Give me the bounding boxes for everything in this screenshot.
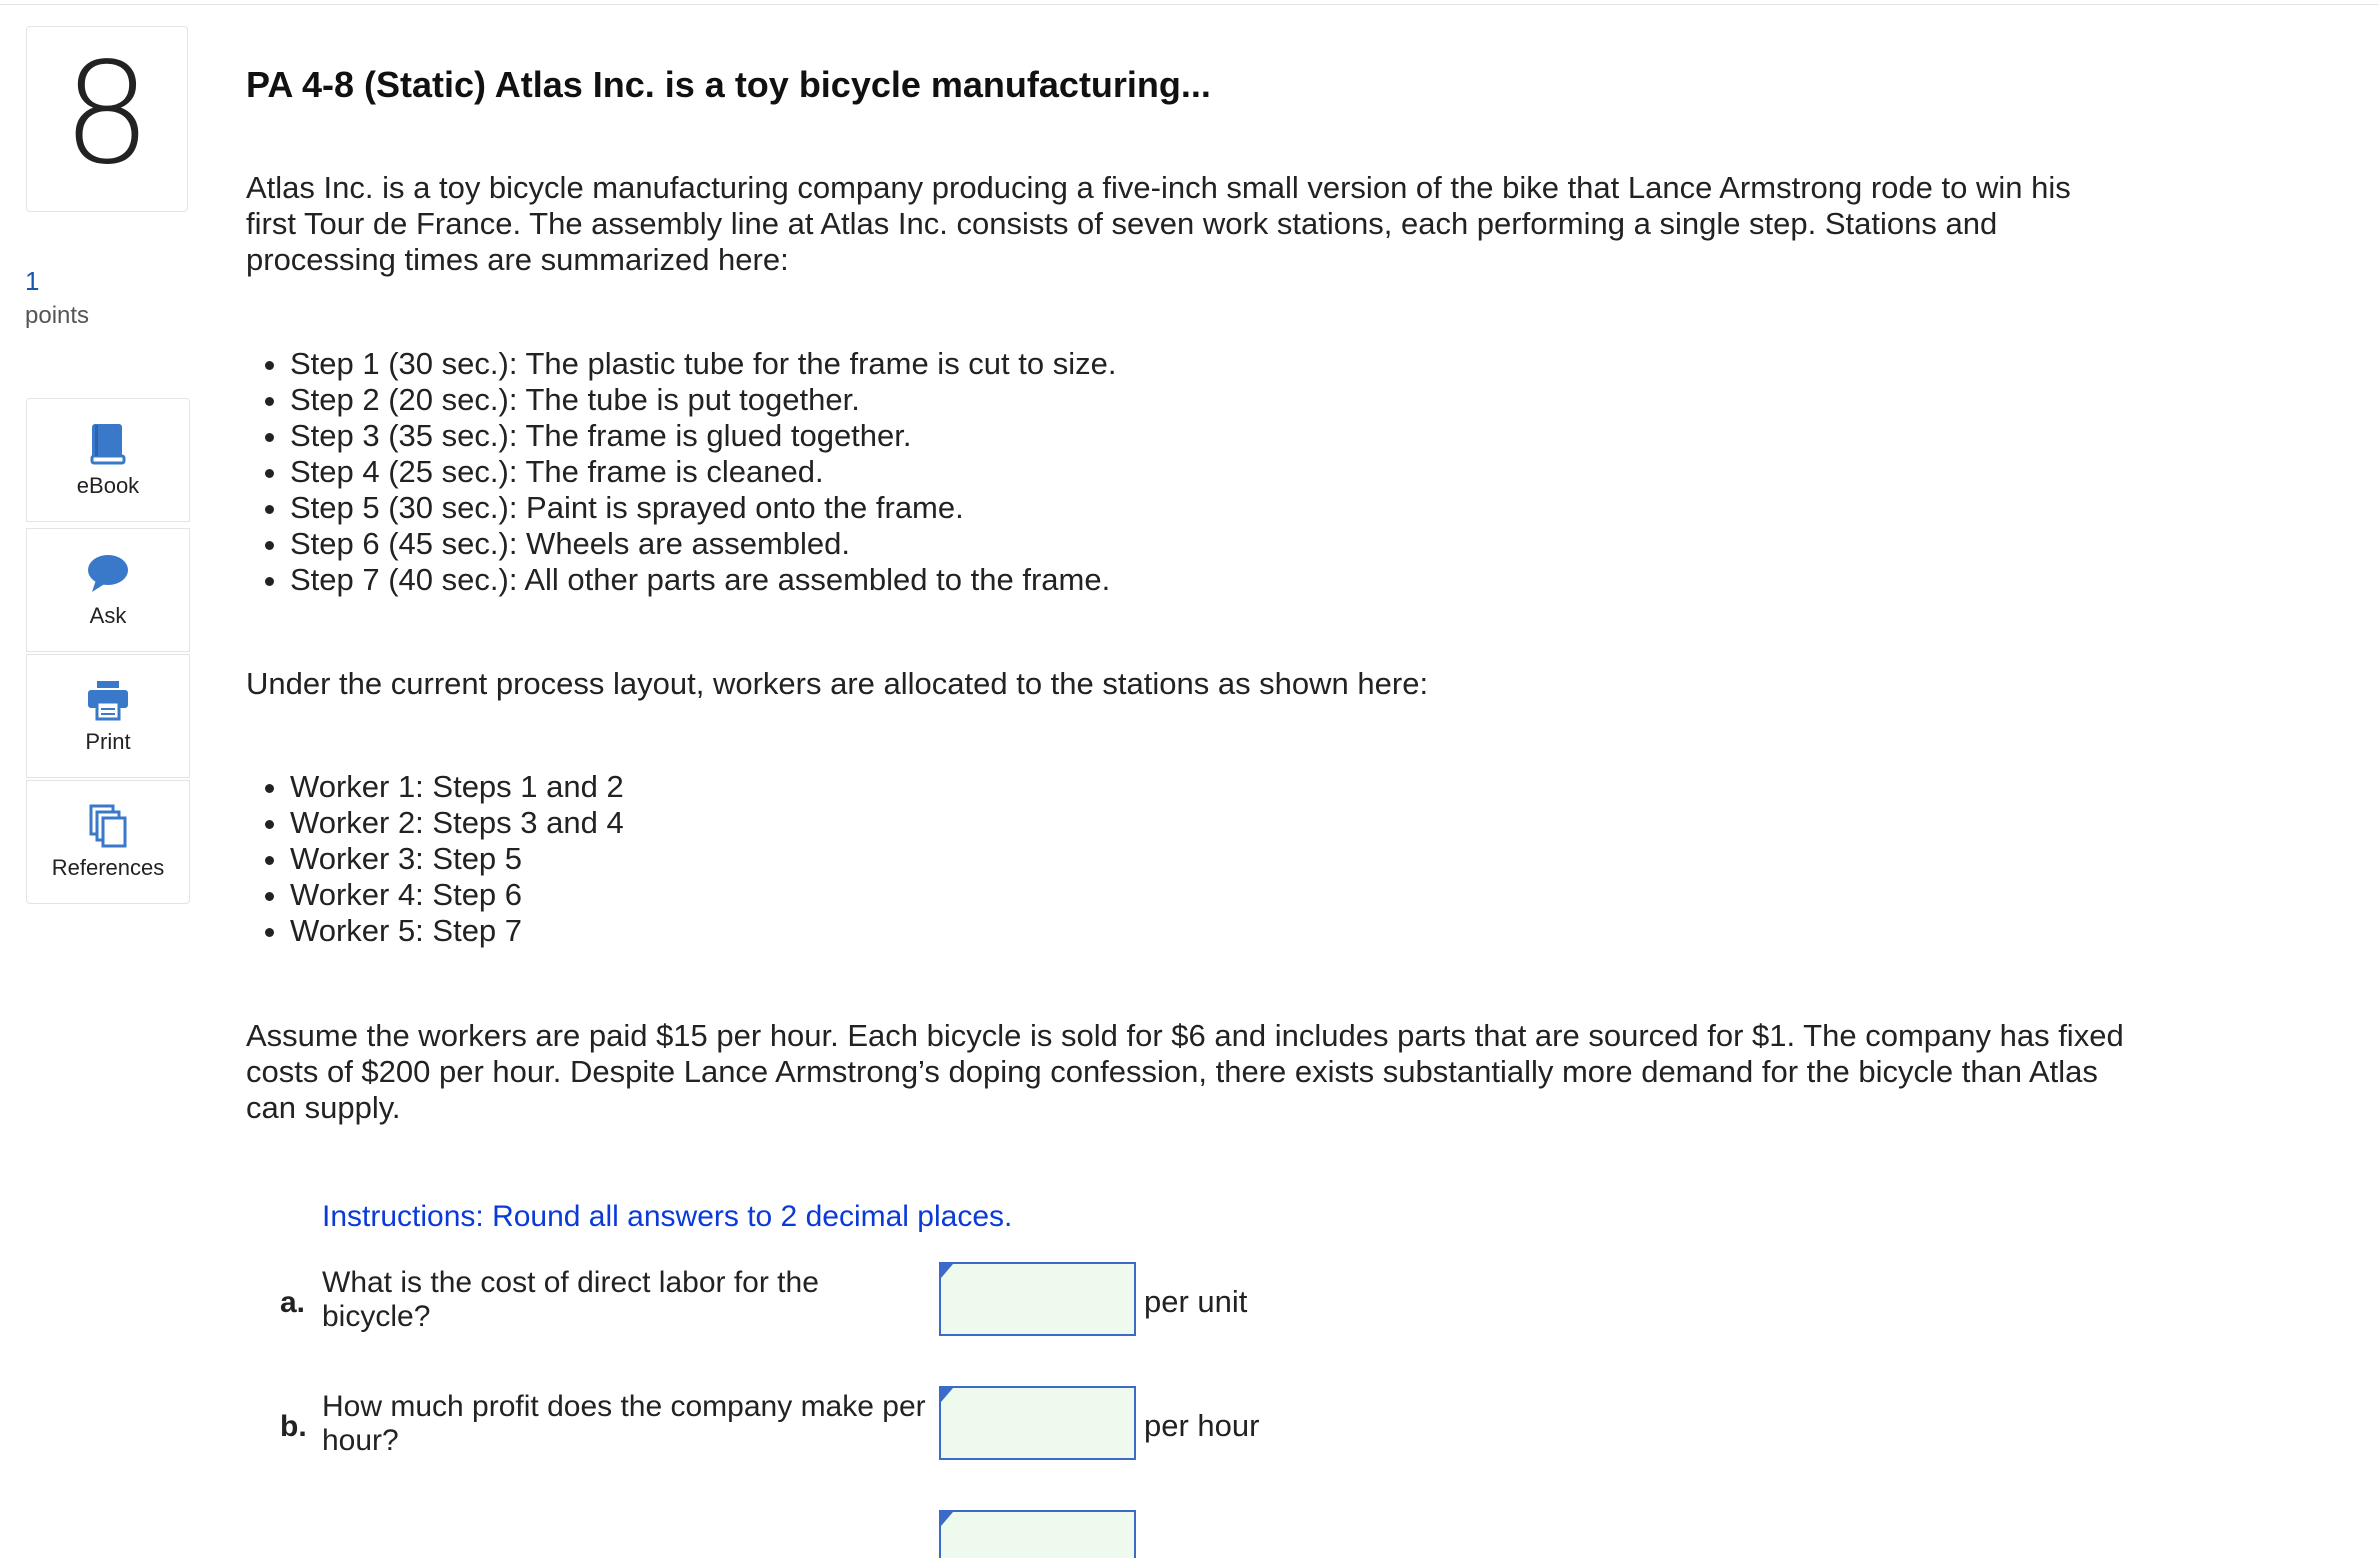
list-item: • Step 7 (40 sec.): All other parts are assembled to the frame.	[290, 562, 1116, 598]
question-a-text: What is the cost of direct labor for the bicycle?	[322, 1266, 819, 1333]
ask-label: Ask	[89, 603, 127, 628]
question-b-text: How much profit does the company make per hour?	[322, 1390, 926, 1457]
list-item: • Step 2 (20 sec.): The tube is put together.	[290, 382, 1116, 418]
list-item: • Worker 5: Step 7	[290, 913, 624, 949]
list-item: • Step 1 (30 sec.): The plastic tube for the frame is cut to size.	[290, 346, 1116, 382]
answer-a-unit: per unit	[1144, 1284, 1248, 1319]
list-item: • Step 4 (25 sec.): The frame is cleaned.	[290, 454, 1116, 490]
list-item: • Worker 4: Step 6	[290, 877, 624, 913]
instructions-text: Instructions: Round all answers to 2 decimal places.	[322, 1200, 1013, 1233]
answer-c-input[interactable]	[939, 1510, 1136, 1558]
answer-b-unit: per hour	[1144, 1408, 1260, 1443]
list-item: • Step 5 (30 sec.): Paint is sprayed onto the frame.	[290, 490, 1116, 526]
question-number-box	[26, 26, 188, 212]
list-item: • Step 6 (45 sec.): Wheels are assembled.	[290, 526, 1116, 562]
ask-button[interactable]	[26, 528, 190, 652]
intro-paragraph: Atlas Inc. is a toy bicycle manufacturing company producing a five-inch small version of the bike that Lance Armstrong rode to win his first Tour de France. The assembly line at Atlas Inc. consists of seven work stations, each performing a single step. Stations and processing times are summarized here:	[246, 170, 2071, 277]
ebook-button[interactable]	[26, 398, 190, 522]
points-value: 1	[25, 266, 40, 296]
list-item: • Worker 3: Step 5	[290, 841, 624, 877]
question-b-letter: b.	[280, 1410, 307, 1443]
list-item: • Step 3 (35 sec.): The frame is glued together.	[290, 418, 1116, 454]
flag-marker-icon	[941, 1512, 953, 1526]
question-a-letter: a.	[280, 1286, 306, 1319]
layout-intro-paragraph: Under the current process layout, workers are allocated to the stations as shown here:	[246, 666, 1429, 701]
answer-a-input[interactable]	[939, 1262, 1136, 1336]
references-label: References	[51, 855, 165, 880]
question-number: 8	[62, 33, 152, 196]
ebook-label: eBook	[76, 473, 140, 498]
print-button[interactable]	[26, 654, 190, 778]
assumptions-paragraph: Assume the workers are paid $15 per hour. Each bicycle is sold for $6 and includes parts that are sourced for $1. The company has fixed costs of $200 per hour. Despite Lance Armstrong’s doping confession, there exists substantially more demand for the bicycle than Atlas can supply.	[246, 1018, 2124, 1125]
top-divider	[0, 4, 2378, 5]
printer-icon	[86, 677, 130, 723]
flag-marker-icon	[941, 1264, 953, 1278]
points-label: points	[25, 302, 90, 329]
flag-marker-icon	[941, 1388, 953, 1402]
speech-bubble-icon	[86, 551, 130, 597]
references-button[interactable]	[26, 780, 190, 904]
steps-list	[246, 346, 1116, 598]
copy-pages-icon	[88, 803, 128, 849]
list-item: • Worker 2: Steps 3 and 4	[290, 805, 624, 841]
book-icon	[90, 421, 126, 467]
question-title: PA 4-8 (Static) Atlas Inc. is a toy bicycle manufacturing...	[246, 64, 1211, 105]
workers-list	[246, 769, 624, 949]
print-label: Print	[85, 729, 131, 754]
list-item: • Worker 1: Steps 1 and 2	[290, 769, 624, 805]
answer-b-input[interactable]	[939, 1386, 1136, 1460]
